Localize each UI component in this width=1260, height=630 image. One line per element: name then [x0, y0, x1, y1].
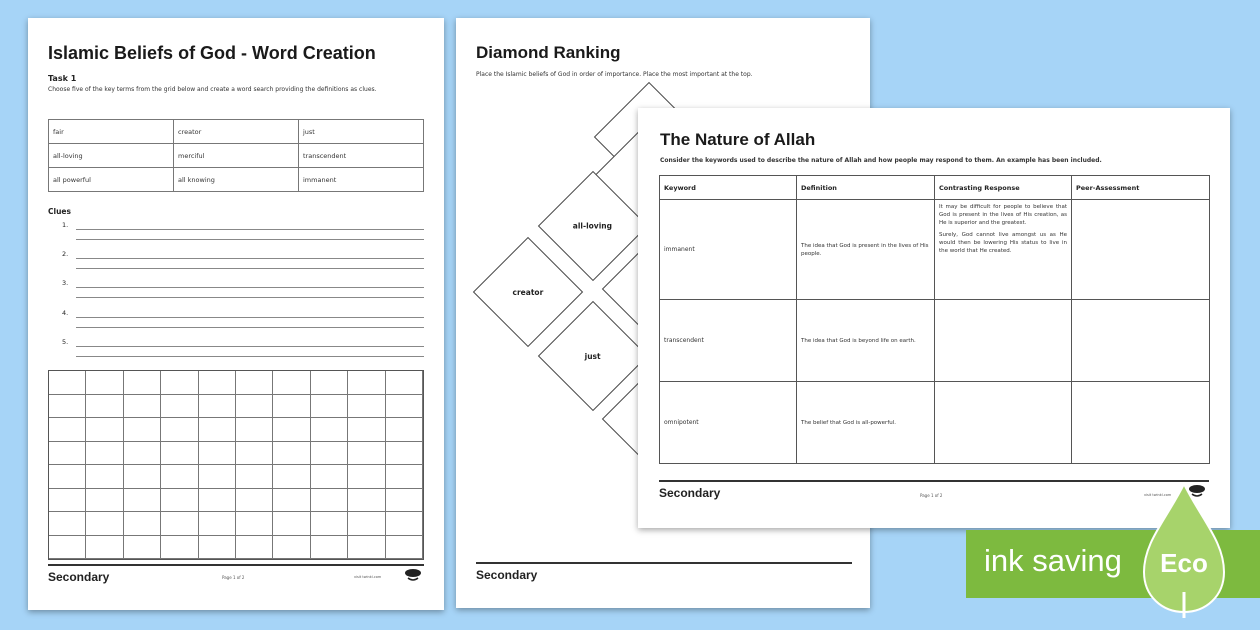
grid-cell[interactable]: [124, 465, 161, 489]
table-row: [49, 144, 424, 168]
definition-cell: The belief that God is all-powerful.: [797, 382, 935, 464]
table-row: [660, 382, 1210, 464]
grid-cell[interactable]: [273, 489, 310, 513]
clues-heading: Clues: [48, 207, 71, 216]
grid-cell[interactable]: [49, 489, 86, 513]
grid-cell[interactable]: [236, 536, 273, 560]
grid-cell[interactable]: [311, 465, 348, 489]
grid-cell[interactable]: [86, 395, 123, 419]
term-cell: all-loving: [49, 144, 174, 168]
footer-url: visit twinkl.com: [1144, 493, 1172, 497]
grid-cell[interactable]: [273, 442, 310, 466]
grid-cell[interactable]: [161, 395, 198, 419]
grid-cell[interactable]: [124, 442, 161, 466]
column-header: Peer-Assessment: [1072, 176, 1210, 200]
grid-cell[interactable]: [199, 371, 236, 395]
grid-cell[interactable]: [386, 418, 423, 442]
grid-cell[interactable]: [386, 442, 423, 466]
footer-page-number: Page 1 of 2: [222, 575, 245, 580]
footer-page-number: Page 1 of 2: [920, 493, 943, 498]
table-row: [49, 120, 424, 144]
page-title: Islamic Beliefs of God - Word Creation: [48, 43, 376, 63]
grid-cell[interactable]: [199, 536, 236, 560]
grid-cell[interactable]: [124, 418, 161, 442]
table-row: [49, 168, 424, 192]
grid-cell[interactable]: [348, 536, 385, 560]
response-text: It may be difficult for people to believe that God is present in the lives of His creation, as He is superior and the greatest.: [939, 204, 1067, 226]
clue-number: 1.: [62, 221, 69, 229]
definition-cell: The idea that God is present in the lives of His people.: [797, 200, 935, 300]
clue-line[interactable]: [62, 250, 424, 272]
grid-cell[interactable]: [49, 512, 86, 536]
grid-cell[interactable]: [161, 371, 198, 395]
grid-cell[interactable]: [348, 465, 385, 489]
grid-cell[interactable]: [348, 371, 385, 395]
table-row: [660, 200, 1210, 300]
key-terms-table: [48, 119, 424, 192]
grid-cell[interactable]: [236, 489, 273, 513]
clue-line[interactable]: [62, 338, 424, 360]
clue-number: 4.: [62, 309, 69, 317]
footer-brand: Secondary: [659, 486, 721, 500]
instructions: Consider the keywords used to describe the nature of Allah and how people may respond to them. An example has been included.: [660, 157, 1102, 164]
column-header: Definition: [797, 176, 935, 200]
grid-cell[interactable]: [86, 489, 123, 513]
column-header: Contrasting Response: [935, 176, 1072, 200]
grid-cell[interactable]: [273, 536, 310, 560]
grid-cell[interactable]: [386, 536, 423, 560]
grid-cell[interactable]: [161, 442, 198, 466]
grid-cell[interactable]: [311, 371, 348, 395]
grid-cell[interactable]: [199, 418, 236, 442]
instructions: Choose five of the key terms from the grid below and create a word search providing the definitions as clues.: [48, 86, 377, 93]
grid-cell[interactable]: [161, 418, 198, 442]
grid-cell[interactable]: [273, 371, 310, 395]
grid-cell[interactable]: [236, 395, 273, 419]
grid-cell[interactable]: [86, 418, 123, 442]
clue-number: 3.: [62, 279, 69, 287]
grid-cell[interactable]: [273, 395, 310, 419]
response-text: Surely, God cannot live amongst us as He would then be lowering His status to live in the world that He created.: [939, 232, 1067, 254]
grid-cell[interactable]: [49, 465, 86, 489]
grid-cell[interactable]: [86, 536, 123, 560]
diamond-word: creator: [512, 287, 544, 297]
column-header: Keyword: [660, 176, 797, 200]
grid-cell[interactable]: [236, 418, 273, 442]
peer-assessment-cell[interactable]: [1072, 382, 1210, 464]
term-cell: all powerful: [49, 168, 174, 192]
word-creation-worksheet: [28, 18, 444, 610]
grid-cell[interactable]: [124, 489, 161, 513]
twinkl-logo-icon: [404, 568, 422, 582]
footer-brand: Secondary: [476, 568, 538, 582]
grid-cell[interactable]: [311, 536, 348, 560]
response-cell[interactable]: [935, 300, 1072, 382]
term-cell: immanent: [299, 168, 424, 192]
grid-cell[interactable]: [236, 442, 273, 466]
grid-cell[interactable]: [49, 371, 86, 395]
grid-cell[interactable]: [86, 371, 123, 395]
grid-cell[interactable]: [161, 465, 198, 489]
peer-assessment-cell[interactable]: [1072, 300, 1210, 382]
grid-cell[interactable]: [86, 442, 123, 466]
keyword-cell: omnipotent: [660, 382, 797, 464]
nature-of-allah-worksheet: [638, 108, 1230, 528]
grid-cell[interactable]: [236, 512, 273, 536]
footer-brand: Secondary: [48, 570, 110, 584]
grid-cell[interactable]: [348, 489, 385, 513]
grid-cell[interactable]: [124, 536, 161, 560]
page-title: Diamond Ranking: [476, 43, 621, 62]
grid-cell[interactable]: [199, 489, 236, 513]
grid-cell[interactable]: [348, 512, 385, 536]
grid-cell[interactable]: [199, 442, 236, 466]
grid-cell[interactable]: [124, 395, 161, 419]
grid-cell[interactable]: [199, 465, 236, 489]
clue-number: 5.: [62, 338, 69, 346]
grid-cell[interactable]: [311, 489, 348, 513]
grid-cell[interactable]: [311, 442, 348, 466]
term-cell: all knowing: [174, 168, 299, 192]
grid-cell[interactable]: [273, 418, 310, 442]
grid-cell[interactable]: [311, 512, 348, 536]
grid-cell[interactable]: [49, 395, 86, 419]
keyword-cell: immanent: [660, 200, 797, 300]
eco-label: Eco: [1160, 548, 1208, 578]
term-cell: merciful: [174, 144, 299, 168]
footer-url: visit twinkl.com: [354, 575, 382, 579]
grid-cell[interactable]: [236, 465, 273, 489]
grid-cell[interactable]: [161, 512, 198, 536]
response-cell[interactable]: [935, 382, 1072, 464]
clue-number: 2.: [62, 250, 69, 258]
clue-line[interactable]: [62, 221, 424, 243]
grid-cell[interactable]: [348, 442, 385, 466]
page-title: The Nature of Allah: [660, 130, 816, 149]
grid-cell[interactable]: [161, 536, 198, 560]
grid-cell[interactable]: [236, 371, 273, 395]
word-search-grid[interactable]: [48, 370, 424, 560]
definition-cell: The idea that God is beyond life on earth.: [797, 300, 935, 382]
grid-cell[interactable]: [348, 395, 385, 419]
clue-line[interactable]: [62, 279, 424, 301]
grid-cell[interactable]: [311, 395, 348, 419]
keyword-cell: transcendent: [660, 300, 797, 382]
table-header-row: [660, 176, 1210, 200]
grid-cell[interactable]: [386, 395, 423, 419]
term-cell: creator: [174, 120, 299, 144]
eco-leaf-icon: [1142, 480, 1226, 620]
term-cell: transcendent: [299, 144, 424, 168]
grid-cell[interactable]: [199, 395, 236, 419]
grid-cell[interactable]: [348, 418, 385, 442]
grid-cell[interactable]: [49, 418, 86, 442]
grid-cell[interactable]: [386, 371, 423, 395]
grid-cell[interactable]: [273, 512, 310, 536]
term-cell: just: [299, 120, 424, 144]
grid-cell[interactable]: [161, 489, 198, 513]
instructions: Place the Islamic beliefs of God in order of importance. Place the most important at the top.: [476, 71, 753, 78]
term-cell: fair: [49, 120, 174, 144]
grid-cell[interactable]: [386, 465, 423, 489]
grid-cell[interactable]: [124, 512, 161, 536]
response-cell[interactable]: [935, 200, 1072, 300]
clue-line[interactable]: [62, 309, 424, 331]
grid-cell[interactable]: [311, 418, 348, 442]
grid-cell[interactable]: [273, 465, 310, 489]
grid-cell[interactable]: [49, 442, 86, 466]
grid-cell[interactable]: [49, 536, 86, 560]
grid-cell[interactable]: [386, 489, 423, 513]
task-label: Task 1: [48, 74, 77, 83]
grid-cell[interactable]: [124, 371, 161, 395]
keyword-table: [659, 175, 1210, 464]
grid-cell[interactable]: [86, 465, 123, 489]
grid-cell[interactable]: [386, 512, 423, 536]
diamond-word: all-loving: [573, 221, 613, 231]
diamond-word: just: [585, 351, 601, 361]
peer-assessment-cell[interactable]: [1072, 200, 1210, 300]
grid-cell[interactable]: [199, 512, 236, 536]
grid-cell[interactable]: [86, 512, 123, 536]
ink-saving-label: ink saving: [984, 543, 1122, 578]
table-row: [660, 300, 1210, 382]
